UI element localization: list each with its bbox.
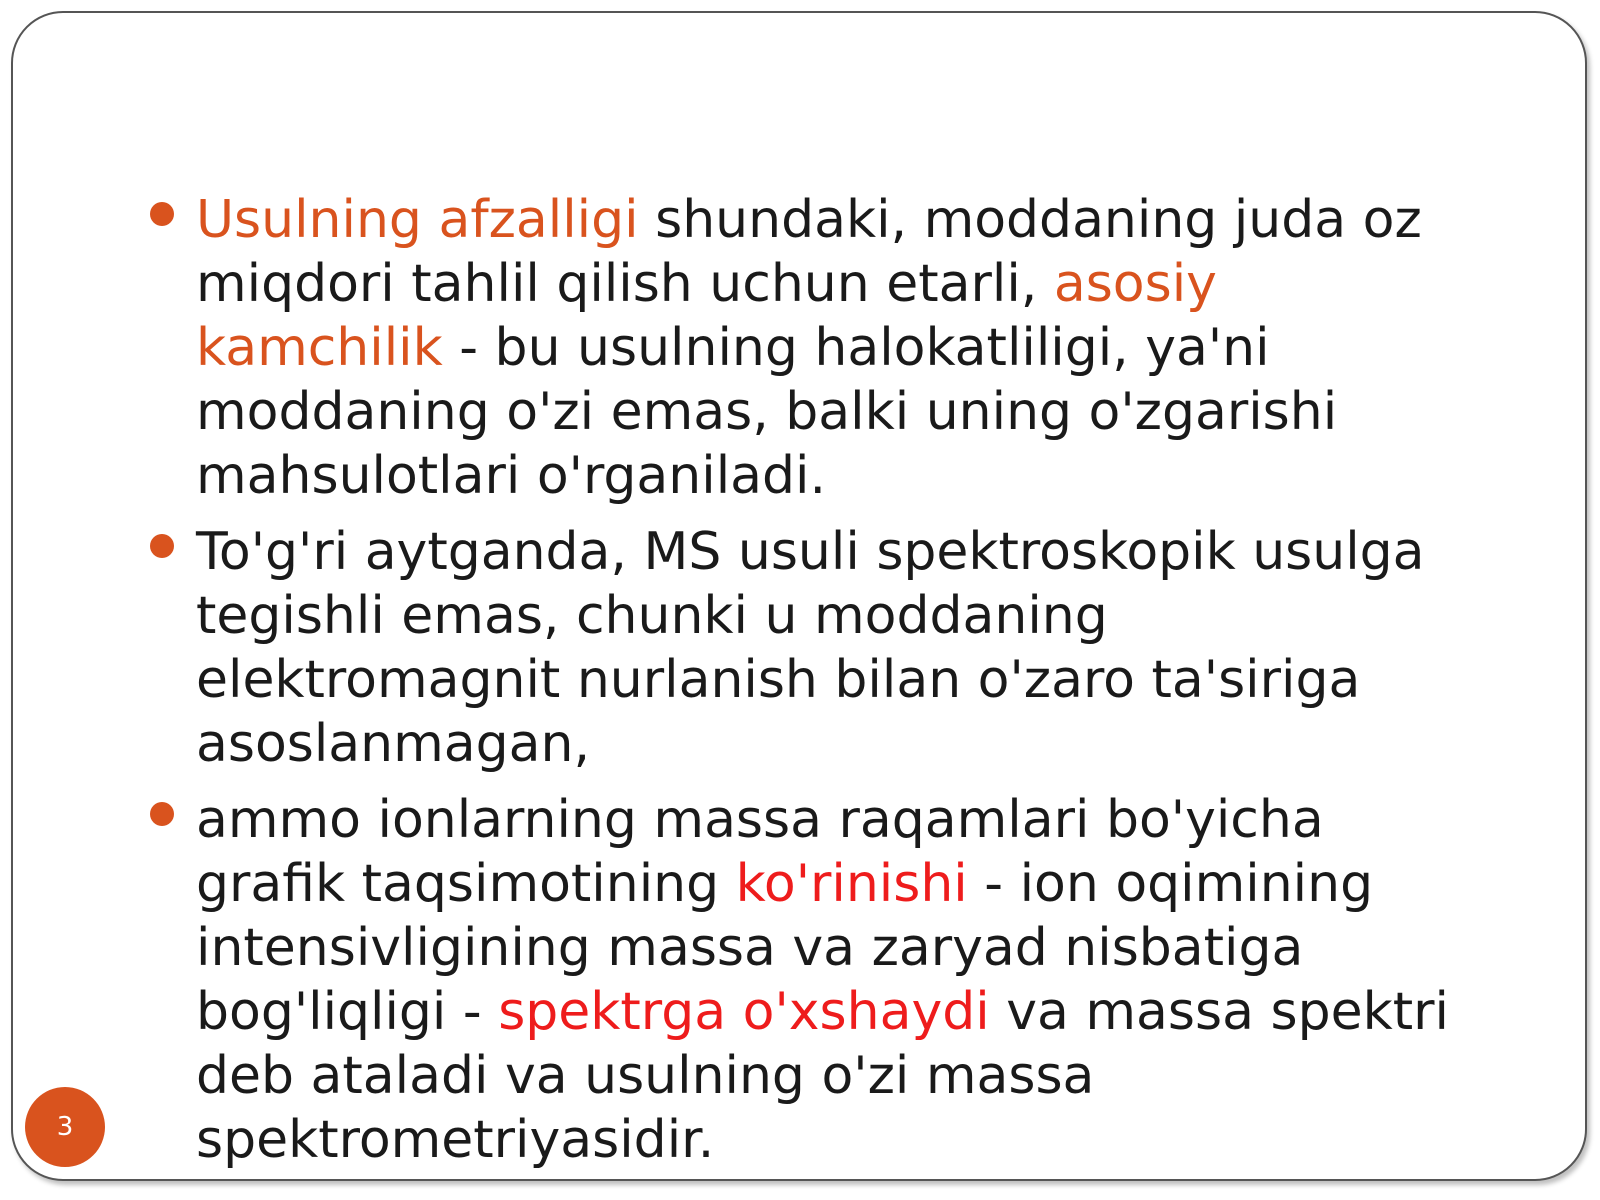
bullet-text: - ion oqimining intensivligining massa va zaryad nisbatiga bog'liqligi - <box>196 854 1374 1042</box>
bullet-text: va massa spektri deb ataladi va usulning o'zi massa spektrometriyasidir. <box>196 982 1449 1170</box>
highlight-drawback: asosiy kamchilik <box>196 254 1217 378</box>
bullet-text: To'g'ri aytganda, MS usuli spektroskopik usulga tegishli emas, chunki u moddaning elektromagnit nurlanish bilan o'zaro ta'siriga asoslanmagan, <box>196 522 1425 774</box>
page-number-badge: 3 <box>25 1087 105 1167</box>
highlight-appearance: ko'rinishi <box>735 854 968 914</box>
bullet-dot-icon <box>150 202 174 226</box>
slide-content <box>148 188 1458 1172</box>
highlight-spectrum-like: spektrga o'xshaydi <box>498 982 990 1042</box>
bullet-text: ammo ionlarning massa raqamlari bo'yicha grafik taqsimotining <box>196 790 1324 914</box>
bullet-item-advantage <box>148 188 1458 508</box>
bullet-item-spectroscopy <box>148 520 1458 776</box>
bullet-text: - bu usulning halokatliligi, ya'ni moddaning o'zi emas, balki uning o'zgarishi mahsulotlari o'rganiladi. <box>196 318 1338 506</box>
bullet-dot-icon <box>150 534 174 558</box>
bullet-text: shundaki, moddaning juda oz miqdori tahlil qilish uchun etarli, <box>196 190 1422 314</box>
bullet-list <box>148 188 1458 1172</box>
bullet-item-mass-spectrum <box>148 788 1458 1172</box>
bullet-dot-icon <box>150 802 174 826</box>
highlight-advantage: Usulning afzalligi <box>196 190 639 250</box>
